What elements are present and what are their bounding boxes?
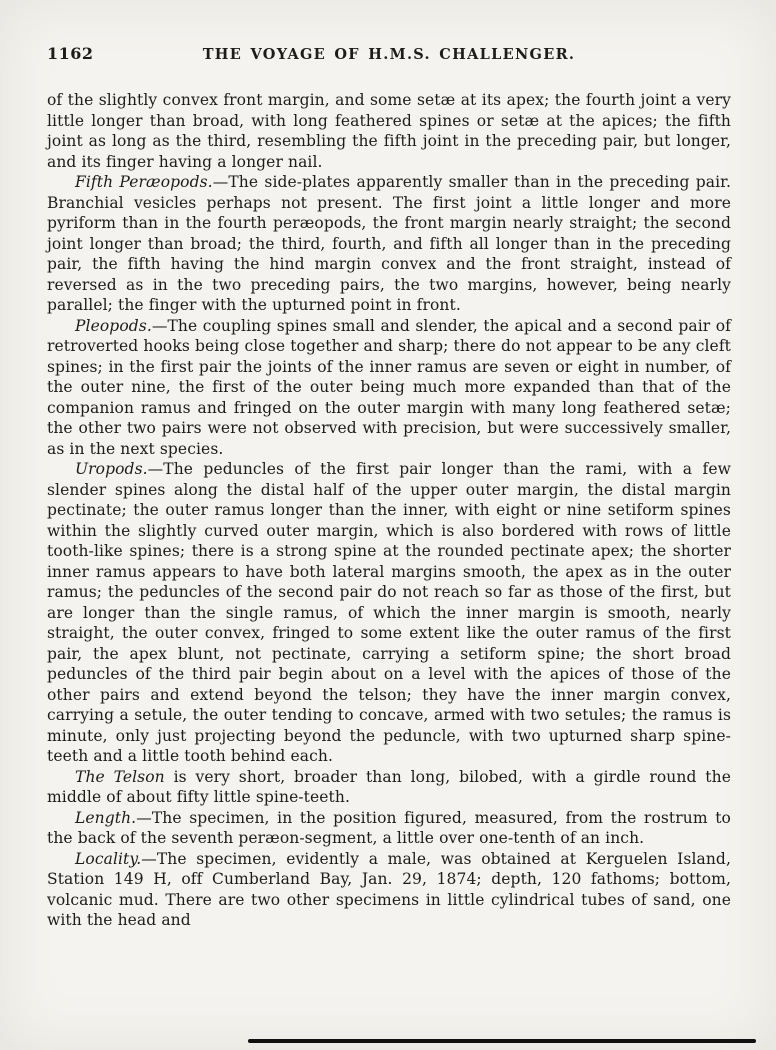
paragraph <box>47 767 731 808</box>
body-text <box>47 90 731 931</box>
paragraph-text: —The specimen, evidently a male, was obtained at Kerguelen Island, Station 149 H, off Cumberland Bay, Jan. 29, 1874; depth, 120 fathoms; bottom, volcanic mud. There are two other specimens in little cylindrical tubes of sand, one with the head and <box>47 849 731 929</box>
paragraph-text: is very short, broader than long, bilobed, with a girdle round the middle of about fifty little spine-teeth. <box>47 767 731 806</box>
paragraph-text: —The specimen, in the position figured, measured, from the rostrum to the back of the seventh peræon-segment, a little over one-tenth of an inch. <box>47 808 731 847</box>
page-content <box>47 44 731 931</box>
paragraph-lead: Fifth Peræopods. <box>75 173 213 191</box>
paragraph <box>47 90 731 172</box>
paragraph-text: —The side-plates apparently smaller than in the preceding pair. Branchial vesicles perhaps not present. The first joint a little longer and more pyriform than in the fourth peræopods, the front margin nearly straight; the second joint longer than broad; the third, fourth, and fifth all longer than in the preceding pair, the fifth having the hind margin convex and the front straight, instead of reversed as in the two preceding pairs, the two margins, however, being nearly parallel; the finger with the upturned point in front. <box>47 173 731 314</box>
paragraph <box>47 808 731 849</box>
paragraph-lead: Uropods. <box>75 460 148 478</box>
paragraph <box>47 849 731 931</box>
paragraph-lead: Length. <box>75 808 137 827</box>
scan-artifact-line <box>248 1039 756 1043</box>
paragraph-lead: Pleopods. <box>75 316 152 335</box>
paragraph <box>47 316 731 460</box>
paragraph-lead: The Telson <box>75 767 165 786</box>
paragraph-text: —The peduncles of the first pair longer than the rami, with a few slender spines along the distal half of the upper outer margin, the distal margin pectinate; the outer ramus longer than the inner, with eight or nine setiform spines within the slightly curved outer margin, which is also bordered with rows of little tooth-like spines; there is a strong spine at the rounded pectinate apex; the shorter inner ramus appears to have both lateral margins smooth, the apex as in the outer ramus; the peduncles of the second pair do not reach so far as those of the first, but are longer than the single ramus, of which the inner margin is smooth, nearly straight, the outer convex, fringed to some extent like the outer ramus of the first pair, the apex blunt, not pectinate, carrying a setiform spine; the short broad peduncles of the third pair begin about on a level with the apices of those of the other pairs and extend beyond the telson; they have the inner margin convex, carrying a setule, the outer tending to concave, armed with two setules; the ramus is minute, only just projecting beyond the peduncle, with two upturned sharp spine-teeth and a little tooth behind each. <box>47 460 731 765</box>
paragraph <box>47 172 731 316</box>
paragraph <box>47 459 731 767</box>
running-title: THE VOYAGE OF H.M.S. CHALLENGER. <box>202 46 576 63</box>
page-number: 1162 <box>47 44 94 63</box>
paragraph-text: —The coupling spines small and slender, the apical and a second pair of retroverted hooks being close together and sharp; there do not appear to be any cleft spines; in the first pair the joints of the inner ramus are seven or eight in number, of the outer nine, the first of the outer being much more expanded than that of the companion ramus and fringed on the outer margin with many long feathered setæ; the other two pairs were not observed with precision, but were successively smaller, as in the next species. <box>47 316 731 458</box>
running-header <box>47 44 731 68</box>
paragraph-text: of the slightly convex front margin, and some setæ at its apex; the fourth joint a very little longer than broad, with long feathered spines or setæ at the apices; the fifth joint as long as the third, resembling the fifth joint in the preceding pair, but longer, and its finger having a longer nail. <box>47 91 731 171</box>
paragraph-lead: Locality. <box>75 849 142 868</box>
